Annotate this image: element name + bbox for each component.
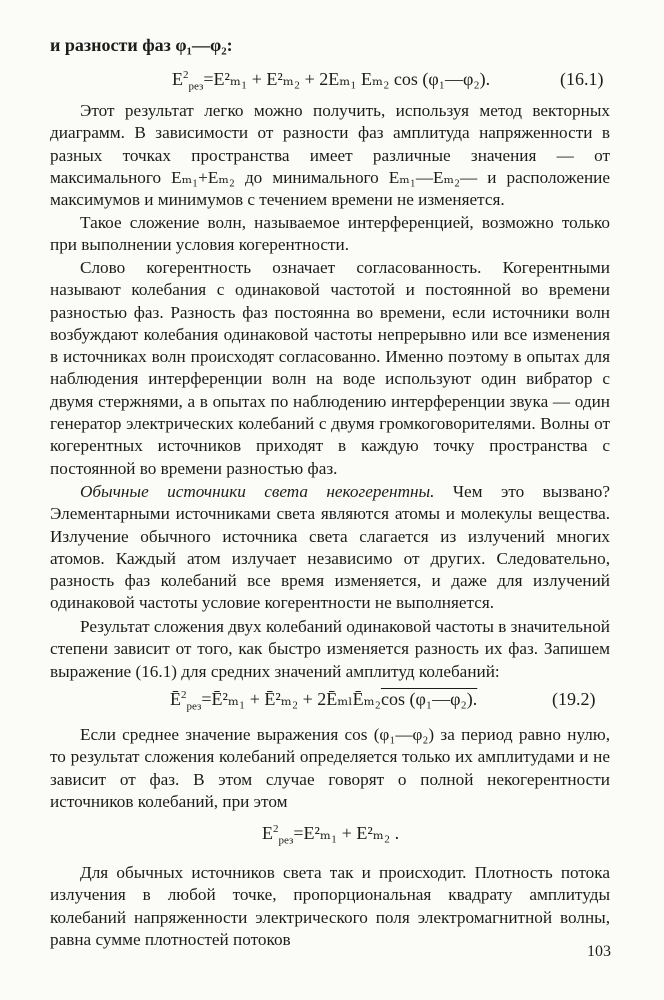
paragraph-full-incoherence: Если среднее значение выражения cos (φ₁—φ₂) за период равно нулю, то результат сложения колебаний определяется только их амплитудами и не зависит от фаз. В этом случае говорят о полной некогерентности источников колебаний, при этом — [50, 725, 610, 811]
equation-lhs-subscript: рез — [188, 80, 204, 93]
equation-lhs: E — [262, 823, 273, 843]
equation-overlined-cos: cos (φ₁—φ₂). — [380, 689, 478, 709]
equation-body: =E²ₘ₁ + E²ₘ₂ + 2Eₘ₁ Eₘ₂ cos (φ₁—φ₂). — [203, 69, 491, 89]
lead-in-text: и разности фаз φ₁—φ₂: — [50, 35, 233, 55]
equation-lhs: Ē — [170, 689, 181, 709]
equation-lhs: E — [172, 69, 183, 89]
equation-lhs-subscript: рез — [278, 834, 294, 847]
equation-lhs-subscript: рез — [186, 700, 202, 713]
emphasis-incoherent: Обычные источники света некогерентны. — [80, 482, 435, 501]
equation-19-2: $Ē^2_{рез}=Ē^2_{m1}$ + Ē²ₘ₂ + 2ĒₘₗĒₘ₂cos (φ₁—φ₂). — [170, 689, 478, 713]
equation-body: =E²ₘ₁ + E²ₘ₂ . — [293, 823, 400, 843]
page-number: 103 — [587, 943, 611, 960]
paragraph-incoherent-sources — [50, 481, 610, 615]
equation-16-1: $E^2_{рез}=E^2_{m1} + E^2_{m2} + 2E_{m1}$ Eₘ₂ cos (φ₁—φ₂). — [172, 69, 491, 93]
equation-number-16-1: (16.1) — [560, 69, 604, 89]
paragraph-interference: Такое сложение волн, называемое интерференцией, возможно только при выполнении условия когерентности. — [50, 213, 610, 255]
paragraph-average-values: Результат сложения двух колебаний одинаковой частоты в значительной степени зависит от того, как быстро изменяется разность их фаз. Запишем выражение (16.1) для средних значений амплитуд колебаний: — [50, 617, 610, 681]
equation-body: =Ē²ₘ₁ + Ē²ₘ₂ + 2ĒₘₗĒₘ₂ — [201, 689, 381, 709]
equation-incoherent-sum: $E^2_{рез}=E^2_{m1} + E^2_{m2}$ . — [262, 823, 400, 847]
paragraph-flux-density: Для обычных источников света так и происходит. Плотность потока излучения в любой точке, пропорциональная квадрату амплитуды колебаний напряженности электрического поля электромагнитной волны, равна сумме плотностей потоков — [50, 863, 610, 949]
paragraph-coherence: Слово когерентность означает согласованность. Когерентными называют колебания с одинаковой частотой и постоянной во времени разностью фаз. Разность фаз постоянна во времени, если источники волн возбуждают колебания одинаковой частоты непрерывно или все изменения в источниках волн происходят согласованно. Именно поэтому в опытах для наблюдения интерференции волн на воде используют один вибратор с двумя стержнями, а в опытах по наблюдению интерференции звука — один генератор электрических колебаний с двумя громкоговорителями. Волны от когерентных источников приходят в каждую точку пространства с постоянной во времени разностью фаз. — [50, 258, 610, 478]
paragraph-vector-diagrams: Этот результат легко можно получить, используя метод векторных диаграмм. В зависимости от разности фаз амплитуда напряженности в разных точках пространства имеет различные значения — от максимального Eₘ₁+Eₘ₂ до минимального Eₘ₁—Eₘ₂— и расположение максимумов и минимумов с течением времени не изменяется. — [50, 101, 610, 210]
equation-number-19-2: (19.2) — [552, 689, 596, 709]
paragraph-incoherent-rest: Чем это вызвано? Элементарными источниками света являются атомы и молекулы вещества. Излучение обычного источника света слагается из излучений многих атомов. Каждый атом излучает независимо от других. Следовательно, разность фаз колебаний все время изменяется, и даже для излучений одинаковой частоты условие когерентности не выполняется. — [50, 482, 610, 613]
